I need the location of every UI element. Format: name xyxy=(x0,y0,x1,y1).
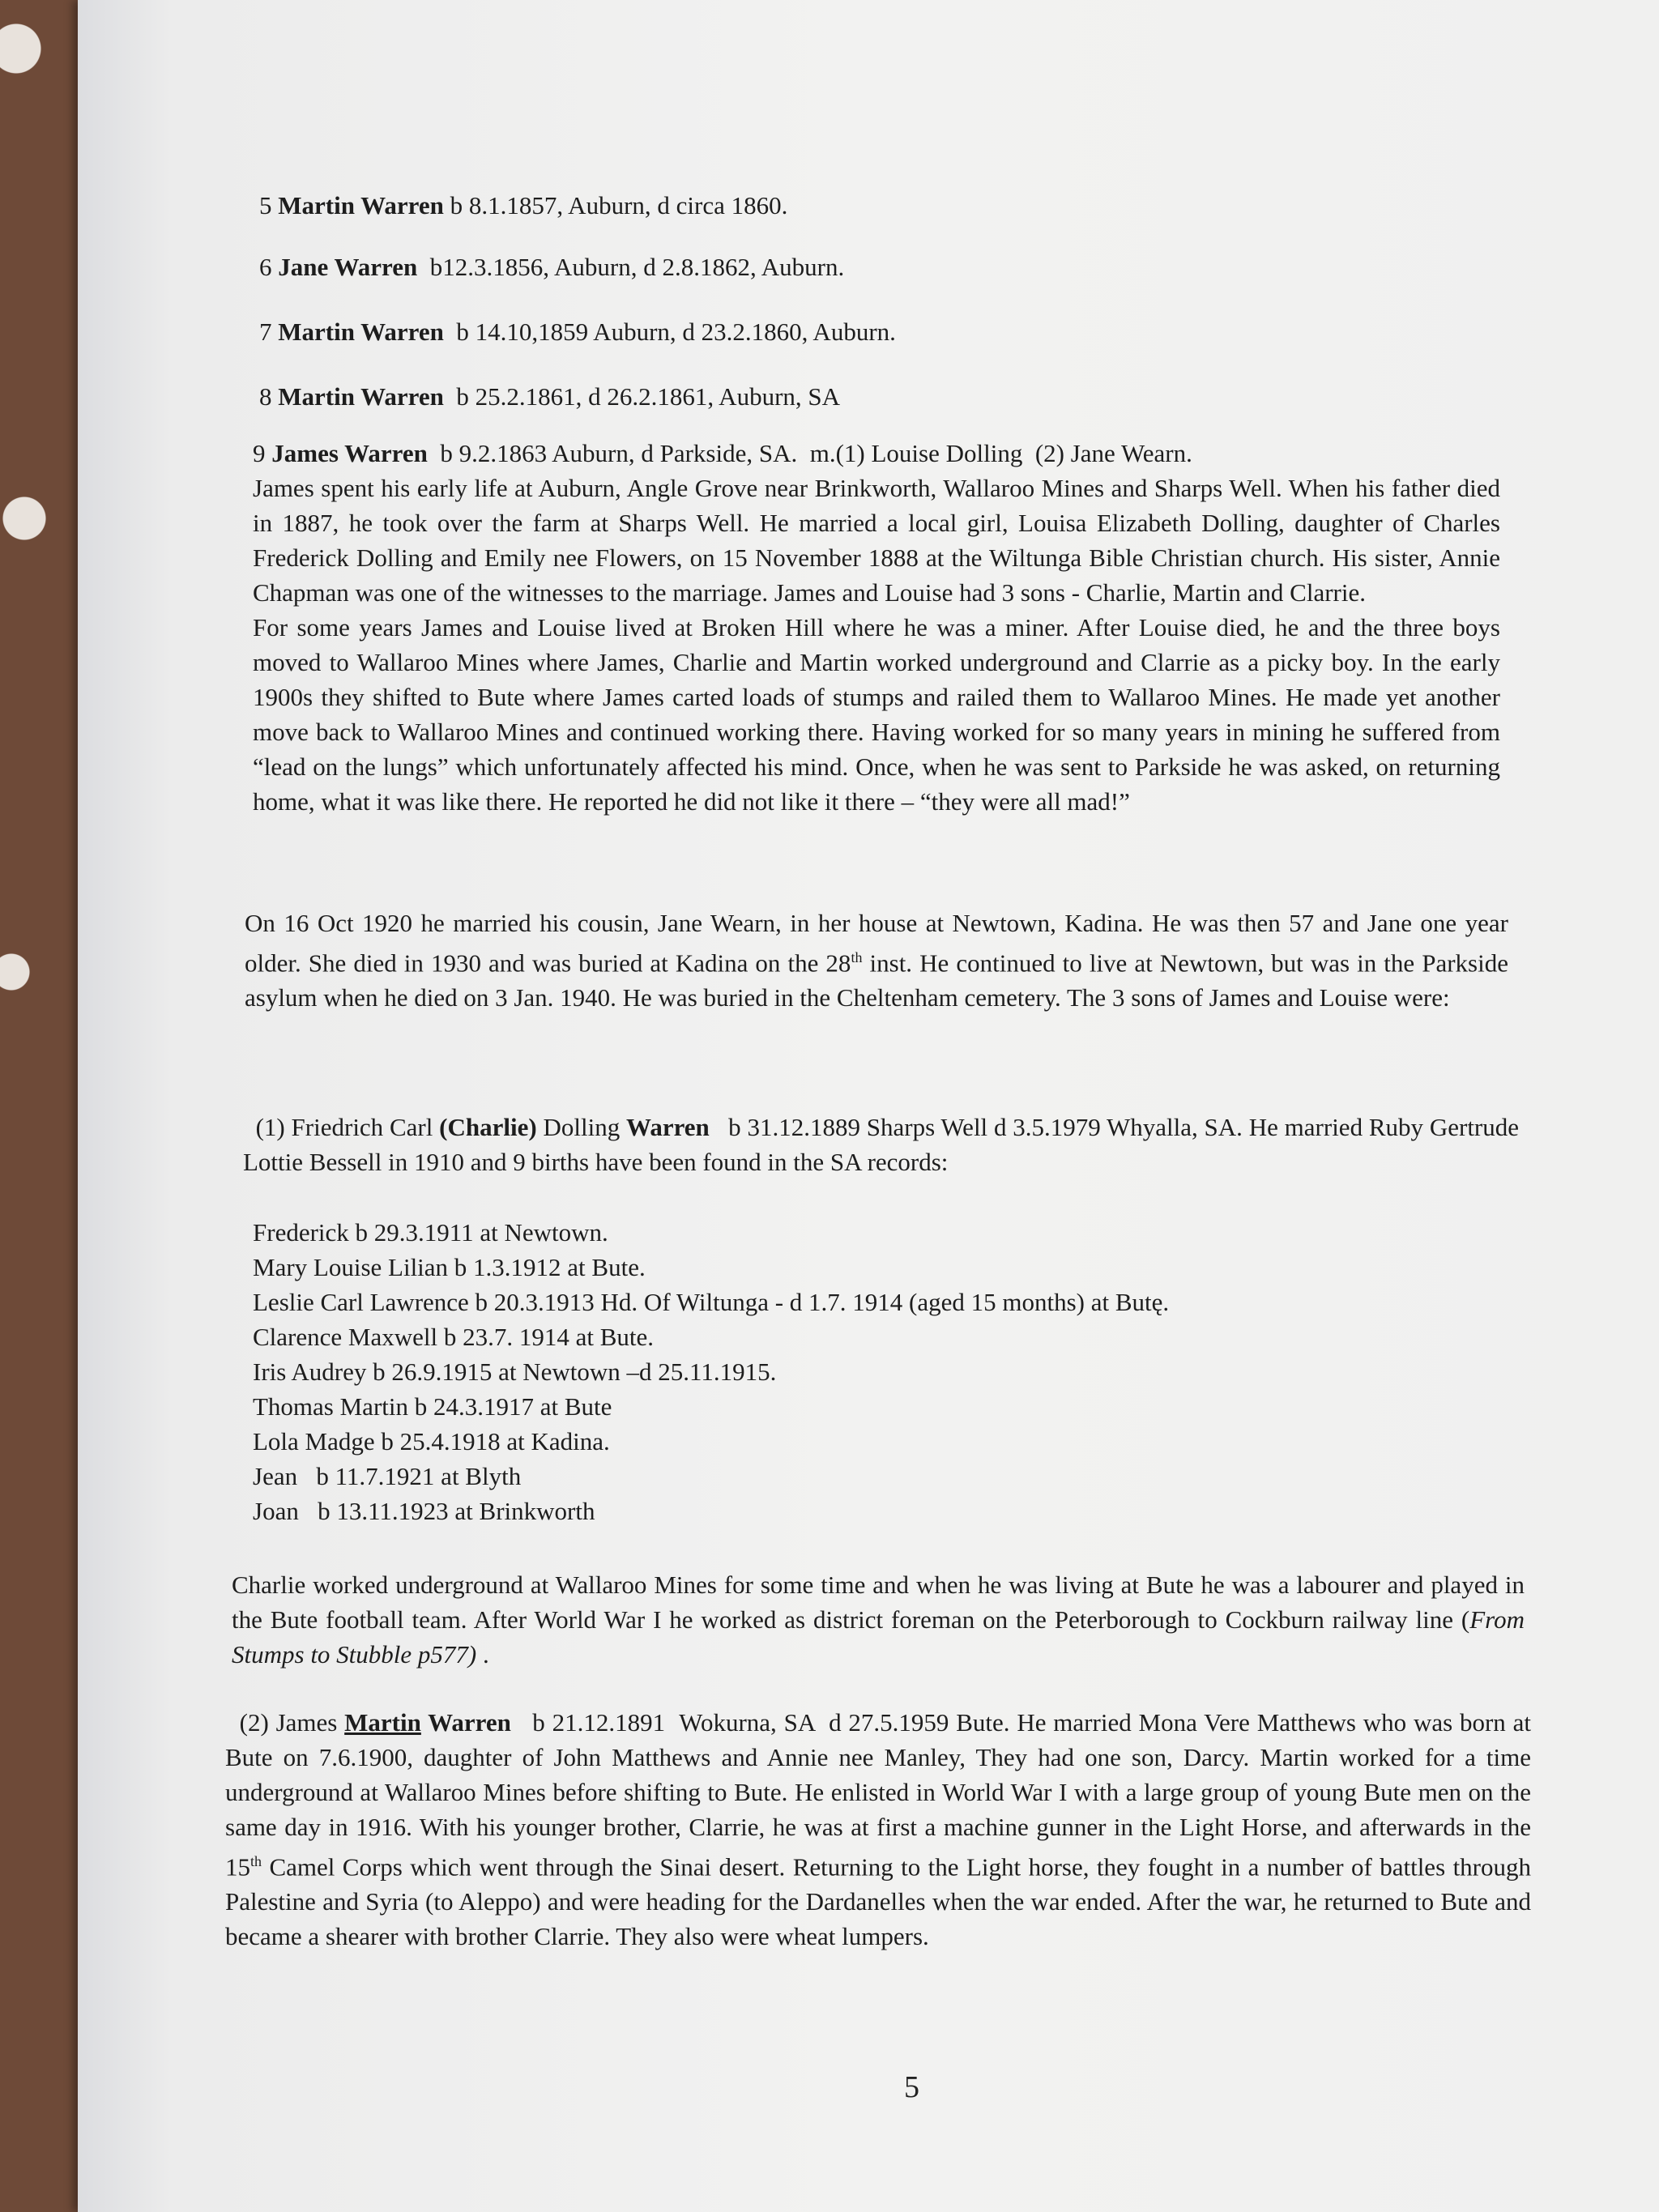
entry-number: 6 xyxy=(259,253,272,281)
son-1-charlie: (1) Friedrich Carl (Charlie) Dolling Warren b 31.12.1889 Sharps Well d 3.5.1979 Whyalla, SA. He married Ruby Gertrude Lottie Bessell in 1910 and 9 births have been found in the SA records: xyxy=(243,1113,1525,1176)
entry-9-james xyxy=(253,436,1500,819)
list-item: Clarence Maxwell b 23.7. 1914 at Bute. xyxy=(253,1323,655,1351)
entry-name: Martin Warren xyxy=(278,382,444,411)
list-item: Mary Louise Lilian b 1.3.1912 at Bute. xyxy=(253,1253,646,1281)
charlie-children-list xyxy=(253,1215,1169,1528)
entry-details: b 8.1.1857, Auburn, d circa 1860. xyxy=(443,191,788,219)
entry-details: b 9.2.1863 Auburn, d Parkside, SA. m.(1) Louise Dolling (2) Jane Wearn. xyxy=(427,439,1192,467)
james-second-marriage-paragraph: On 16 Oct 1920 he married his cousin, Jane Wearn, in her house at Newtown, Kadina. He was then 57 and Jane one year older. She died in 1930 and was buried at Kadina on the 28th inst. He continued to live at Newtown, but was in the Parkside asylum when he died on 3 Jan. 1940. He was buried in the Cheltenham cemetery. The 3 sons of James and Louise were: xyxy=(245,909,1508,1012)
entry-name: Martin Warren xyxy=(278,318,444,346)
entry-6 xyxy=(259,249,844,284)
charlie-work-paragraph: Charlie worked underground at Wallaroo Mines for some time and when he was living at Bute he was a labourer and played in the Bute football team. After World War I he worked as district foreman on the Peterborough to Cockburn railway line (From Stumps to Stubble p577) . xyxy=(232,1571,1525,1669)
james-mining-paragraph: For some years James and Louise lived at Broken Hill where he was a miner. After Louise died, he and the three boys moved to Wallaroo Mines where James, Charlie and Martin worked underground and Clarrie as a picky boy. In the early 1900s they shifted to Bute where James carted loads of stumps and railed them to Wallaroo Mines. He made yet another move back to Wallaroo Mines and continued working there. Having worked for so many years in mining he suffered from “lead on the lungs” which unfortunately affected his mind. Once, when he was sent to Parkside he was asked, on returning home, what it was like there. He reported he did not like it there – “they were all mad!” xyxy=(253,613,1500,816)
entry-details: b 14.10,1859 Auburn, d 23.2.1860, Auburn. xyxy=(443,318,896,346)
entry-number: 9 xyxy=(253,439,266,467)
page-number: 5 xyxy=(904,2070,919,2104)
list-item: Leslie Carl Lawrence b 20.3.1913 Hd. Of Wiltunga - d 1.7. 1914 (aged 15 months) at Butę. xyxy=(253,1288,1170,1316)
entry-name: James Warren xyxy=(271,439,428,467)
nickname: (Charlie) xyxy=(439,1113,537,1141)
list-item: Thomas Martin b 24.3.1917 at Bute xyxy=(253,1392,612,1421)
book-reference: From Stumps to Stubble p577) xyxy=(232,1605,1525,1669)
surname: Warren xyxy=(420,1708,511,1737)
entry-name: Jane Warren xyxy=(278,253,418,281)
entry-8 xyxy=(259,379,840,414)
entry-number: 8 xyxy=(259,382,272,411)
superscript: th xyxy=(250,1853,262,1869)
entry-5 xyxy=(259,188,787,223)
list-item: Joan b 13.11.1923 at Brinkworth xyxy=(253,1497,595,1525)
list-item: Iris Audrey b 26.9.1915 at Newtown –d 25.11.1915. xyxy=(253,1357,777,1386)
list-item: Lola Madge b 25.4.1918 at Kadina. xyxy=(253,1427,610,1455)
entry-details: b 25.2.1861, d 26.2.1861, Auburn, SA xyxy=(443,382,841,411)
entry-number: 5 xyxy=(259,191,272,219)
james-early-life-paragraph: James spent his early life at Auburn, Angle Grove near Brinkworth, Wallaroo Mines and Sharps Well. When his father died in 1887, he took over the farm at Sharps Well. He married a local girl, Louisa Elizabeth Dolling, daughter of Charles Frederick Dolling and Emily nee Flowers, on 15 November 1888 at the Wiltunga Bible Christian church. His sister, Annie Chapman was one of the witnesses to the marriage. James and Louise had 3 sons - Charlie, Martin and Clarrie. xyxy=(253,474,1500,607)
son-2-martin: (2) James Martin Warren b 21.12.1891 Wokurna, SA d 27.5.1959 Bute. He married Mona Vere Matthews who was born at Bute on 7.6.1900, daughter of John Matthews and Annie nee Manley, They had one son, Darcy. Martin worked for a time underground at Wallaroo Mines before shifting to Bute. He enlisted in World War I with a large group of young Bute men on the same day in 1916. With his younger brother, Clarrie, he was at first a machine gunner in the Light Horse, and afterwards in the 15th Camel Corps which went through the Sinai desert. Returning to the Light horse, they fought in a number of battles through Palestine and Syria (to Aleppo) and were heading for the Dardanelles when the war ended. After the war, he returned to Bute and became a shearer with brother Clarrie. They also were wheat lumpers. xyxy=(225,1708,1537,1951)
list-item: Jean b 11.7.1921 at Blyth xyxy=(253,1462,522,1490)
surname: Warren xyxy=(626,1113,710,1141)
list-item: Frederick b 29.3.1911 at Newtown. xyxy=(253,1218,608,1247)
superscript: th xyxy=(851,949,863,965)
entry-number: 7 xyxy=(259,318,272,346)
entry-name: Martin Warren xyxy=(278,191,444,219)
entry-7 xyxy=(259,314,896,349)
underlined-first-name: Martin xyxy=(344,1708,421,1737)
entry-details: b12.3.1856, Auburn, d 2.8.1862, Auburn. xyxy=(417,253,845,281)
